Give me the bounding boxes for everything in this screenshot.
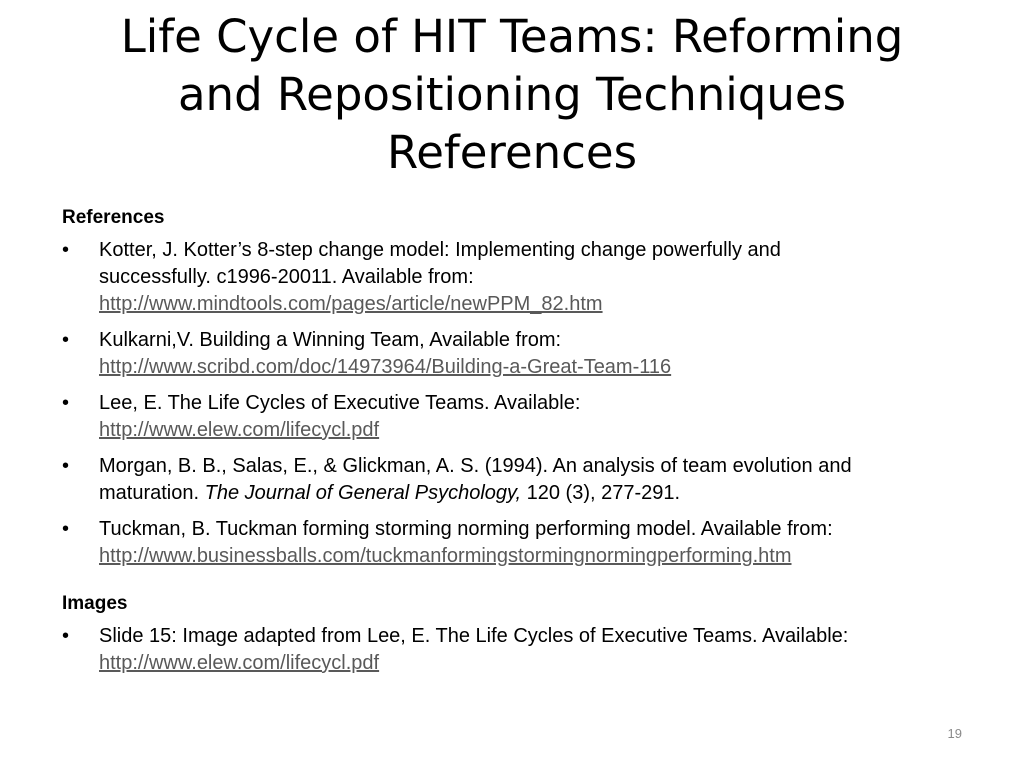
bullet-icon: • [62,455,70,477]
reference-link-lee[interactable]: http://www.elew.com/lifecycl.pdf [99,419,380,441]
reference-link-kulkarni[interactable]: http://www.scribd.com/doc/14973964/Building-a-Great-Team-116 [99,356,672,378]
reference-item-kotter [62,237,972,318]
reference-link-tuckman[interactable]: http://www.businessballs.com/tuckmanformingstormingnormingperforming.htm [99,545,792,567]
images-heading: Images [62,593,128,614]
page-number: 19 [947,726,962,741]
image-credit-text-line: Slide 15: Image adapted from Lee, E. The Life Cycles of Executive Teams. Available: [99,625,849,647]
reference-link-kotter[interactable]: http://www.mindtools.com/pages/article/newPPM_82.htm [99,293,603,315]
title-line-1: Life Cycle of HIT Teams: Reforming [120,10,904,63]
bullet-icon: • [62,329,70,351]
image-credit-item [62,623,972,677]
journal-title: The Journal of General Psychology, [204,482,522,504]
reference-text-line: successfully. c1996-20011. Available from: [99,266,474,288]
bullet-icon: • [62,518,70,540]
reference-item-tuckman [62,516,972,570]
references-heading: References [62,207,165,228]
reference-item-morgan [62,453,972,507]
bullet-icon: • [62,392,70,414]
reference-text-line: Morgan, B. B., Salas, E., & Glickman, A. S. (1994). An analysis of team evolution and [99,455,852,477]
reference-text-line: Kulkarni,V. Building a Winning Team, Available from: [99,329,562,351]
reference-text-line: Kotter, J. Kotter’s 8-step change model: Implementing change powerfully and [99,239,781,261]
reference-item-kulkarni [62,327,972,381]
image-credit-link[interactable]: http://www.elew.com/lifecycl.pdf [99,652,380,674]
references-list [62,237,972,570]
title-line-3: References [386,126,638,179]
images-list [62,623,972,677]
reference-item-lee [62,390,972,444]
bullet-icon: • [62,239,70,261]
reference-text-line: Lee, E. The Life Cycles of Executive Teams. Available: [99,392,581,414]
title-line-2: and Repositioning Techniques [177,68,847,121]
reference-text-suffix: 120 (3), 277-291. [521,482,681,504]
slide-title [30,8,994,182]
reference-text-line [99,480,972,507]
reference-text-line: Tuckman, B. Tuckman forming storming norming performing model. Available from: [99,518,833,540]
slide-content [62,204,972,686]
reference-text-prefix: maturation. [99,482,205,504]
bullet-icon: • [62,625,70,647]
